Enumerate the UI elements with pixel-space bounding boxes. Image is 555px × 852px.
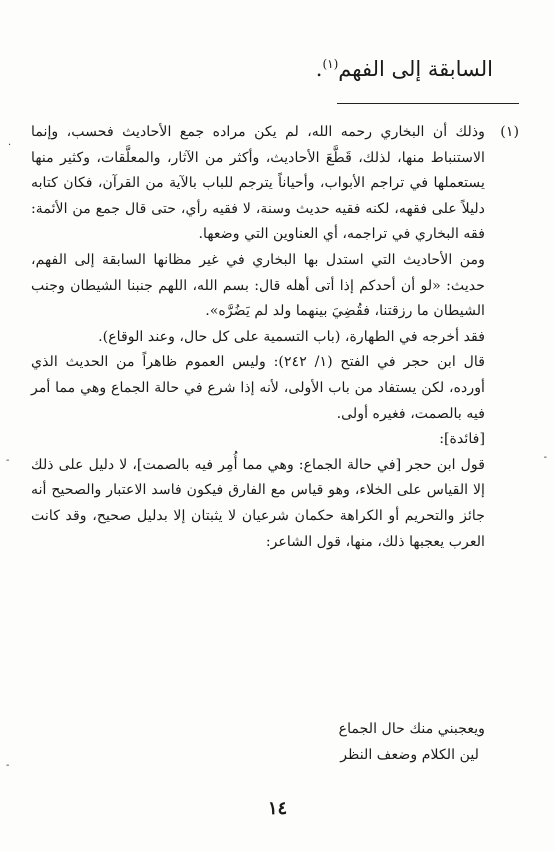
footnote-paragraph: ومن الأحاديث التي استدل بها البخاري في غير مظانها السابقة إلى الفهم، حديث: «لو أن أحدكم إذا أتى أهله قال: بسم الله، اللهم جنبنا الشيطان وجنب الشيطان ما رزقتنا، فقُضِيَ بينهما ولد لم يَضُرَّه». [31,251,485,320]
footnote-body [31,120,485,555]
main-text-end: . [315,57,323,81]
footnote [31,120,519,555]
footnote-paragraph: وذلك أن البخاري رحمه الله، لم يكن مراده جمع الأحاديث فحسب، وإنما الاستنباط منها، لذلك، قَطَّعَ الأحاديث، وأكثر من الآثار، والمعلَّقات، وكثير منها يستعملها في تراجم الأبواب، وأحياناً يترجم للباب بالآية من القرآن، فكان كتابه دليلاً على فقهه، لكنه فقيه حديث وسنة، لا فقيه رأي، حتى قال جمع من الأئمة: فقه البخاري في تراجمه، أي العناوين التي وضعها. [31,124,485,243]
footnote-paragraph: قول ابن حجر [في حالة الجماع: وهي مما أُمِر فيه بالصمت]، لا دليل على ذلك إلا القياس على الخلاء، وهو قياس مع الفارق فيكون فاسد الاعتبار والصحيح أنه جائز والتحريم أو الكراهة حكمان شرعيان لا يثبتان إلا بدليل صحيح، وقد كانت العرب يعجبها ذلك، منها، قول الشاعر: [31,456,485,550]
main-text-line [53,44,493,89]
scan-speck: - [6,455,10,466]
scan-speck: - [543,452,547,463]
poem-line-1: ويعجبني منك حال الجماع [338,721,485,737]
poem-line-2: لين الكلام وضعف النظر [340,747,479,763]
footnote-paragraph: فقد أخرجه في الطهارة، (باب التسمية على كل حال، وعند الوقاع). [98,328,485,345]
poem-verse [65,716,485,768]
page-number: ١٤ [267,798,288,819]
scan-speck: · [8,140,12,151]
scan-speck: - [6,760,10,771]
footnote-separator [337,103,519,104]
footnote-paragraph: [فائدة]: [439,431,485,448]
footnote-paragraph: قال ابن حجر في الفتح (١/ ٢٤٢): وليس العموم ظاهراً من الحديث الذي أورده، لكن يستفاد من باب الأولى، لأنه إذا شرع في حالة الجماع وهي مما أمر فيه بالصمت، فغيره أولى. [31,354,485,422]
main-text: السابقة إلى الفهم [338,57,493,81]
footnote-number: (١) [500,124,519,140]
footnote-reference: (١) [322,57,339,71]
